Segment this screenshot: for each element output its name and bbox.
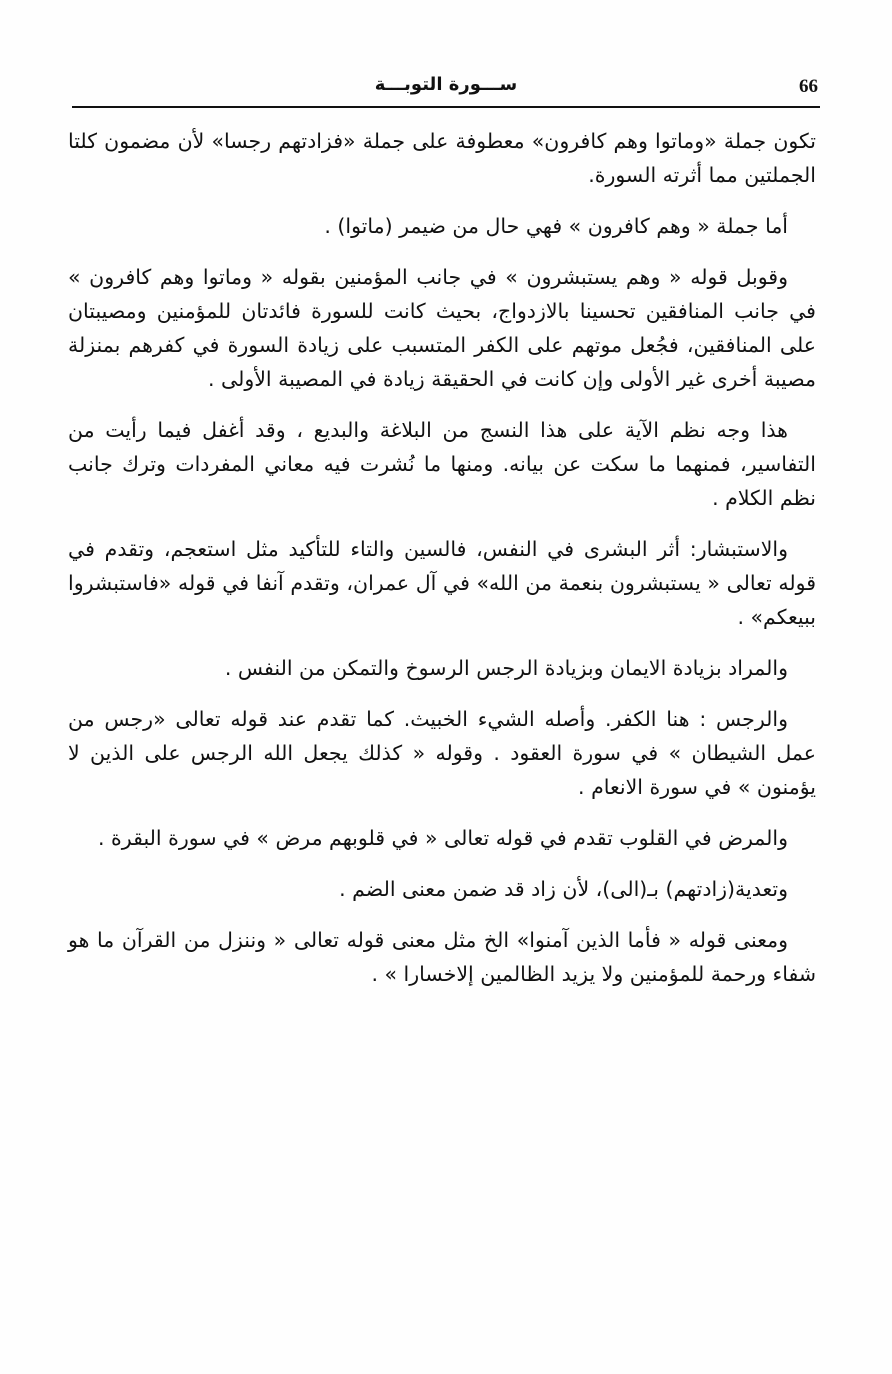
paragraph-3: وقوبل قوله « وهم يستبشرون » في جانب المؤمنين بقوله « وماتوا وهم كافرون » في جانب المنافقين تحسينا بالازدواج، بحيث كانت للسورة فائدتان للمؤمنين ومصيبتان على المنافقين، فجُعل موتهم على الكفر المتسبب على زيادة السورة في كفرهم بمنزلة مصيبة أخرى غير الأولى وإن كانت في الحقيقة زيادة في المصيبة الأولى .: [68, 265, 816, 391]
paragraph-9: وتعدية(زادتهم) بـ(الى)، لأن زاد قد ضمن معنى الضم .: [339, 877, 788, 901]
paragraph-10: ومعنى قوله « فأما الذين آمنوا» الخ مثل معنى قوله تعالى « وننزل من القرآن ما هو شفاء ورحمة للمؤمنين ولا يزيد الظالمين إلاخسارا » .: [68, 928, 816, 986]
paragraph-2: أما جملة « وهم كافرون » فهي حال من ضيمر (ماتوا) .: [324, 214, 788, 238]
paragraph-1: تكون جملة «وماتوا وهم كافرون» معطوفة على جملة «فزادتهم رجسا» لأن مضمون كلتا الجملتين مما أثرته السورة.: [68, 129, 816, 187]
running-head-surah-title: ســـورة التوبـــة: [374, 74, 518, 95]
page-header: [72, 70, 820, 108]
page-number: 66: [799, 76, 818, 97]
paragraph-6: والمراد بزيادة الايمان وبزيادة الرجس الرسوخ والتمكن من النفس .: [224, 656, 788, 680]
paragraph-4: هذا وجه نظم الآية على هذا النسج من البلاغة والبديع ، وقد أغفل فيما رأيت من التفاسير، فمنهما ما سكت عن بيانه. ومنها ما نُشرت فيه معاني المفردات وترك جانب نظم الكلام .: [68, 418, 816, 510]
paragraph-5: والاستبشار: أثر البشرى في النفس، فالسين والتاء للتأكيد مثل استعجم، وتقدم في قوله تعالى « يستبشرون بنعمة من الله» في آل عمران، وتقدم آنفا في قوله «فاستبشروا ببيعكم» .: [68, 537, 816, 629]
page-body: [68, 124, 816, 1008]
paragraph-7: والرجس : هنا الكفر. وأصله الشيء الخبيث. كما تقدم عند قوله تعالى «رجس من عمل الشيطان » في سورة العقود . وقوله « كذلك يجعل الله الرجس على الذين لا يؤمنون » في سورة الانعام .: [68, 707, 816, 799]
paragraph-8: والمرض في القلوب تقدم في قوله تعالى « في قلوبهم مرض » في سورة البقرة .: [97, 826, 788, 850]
